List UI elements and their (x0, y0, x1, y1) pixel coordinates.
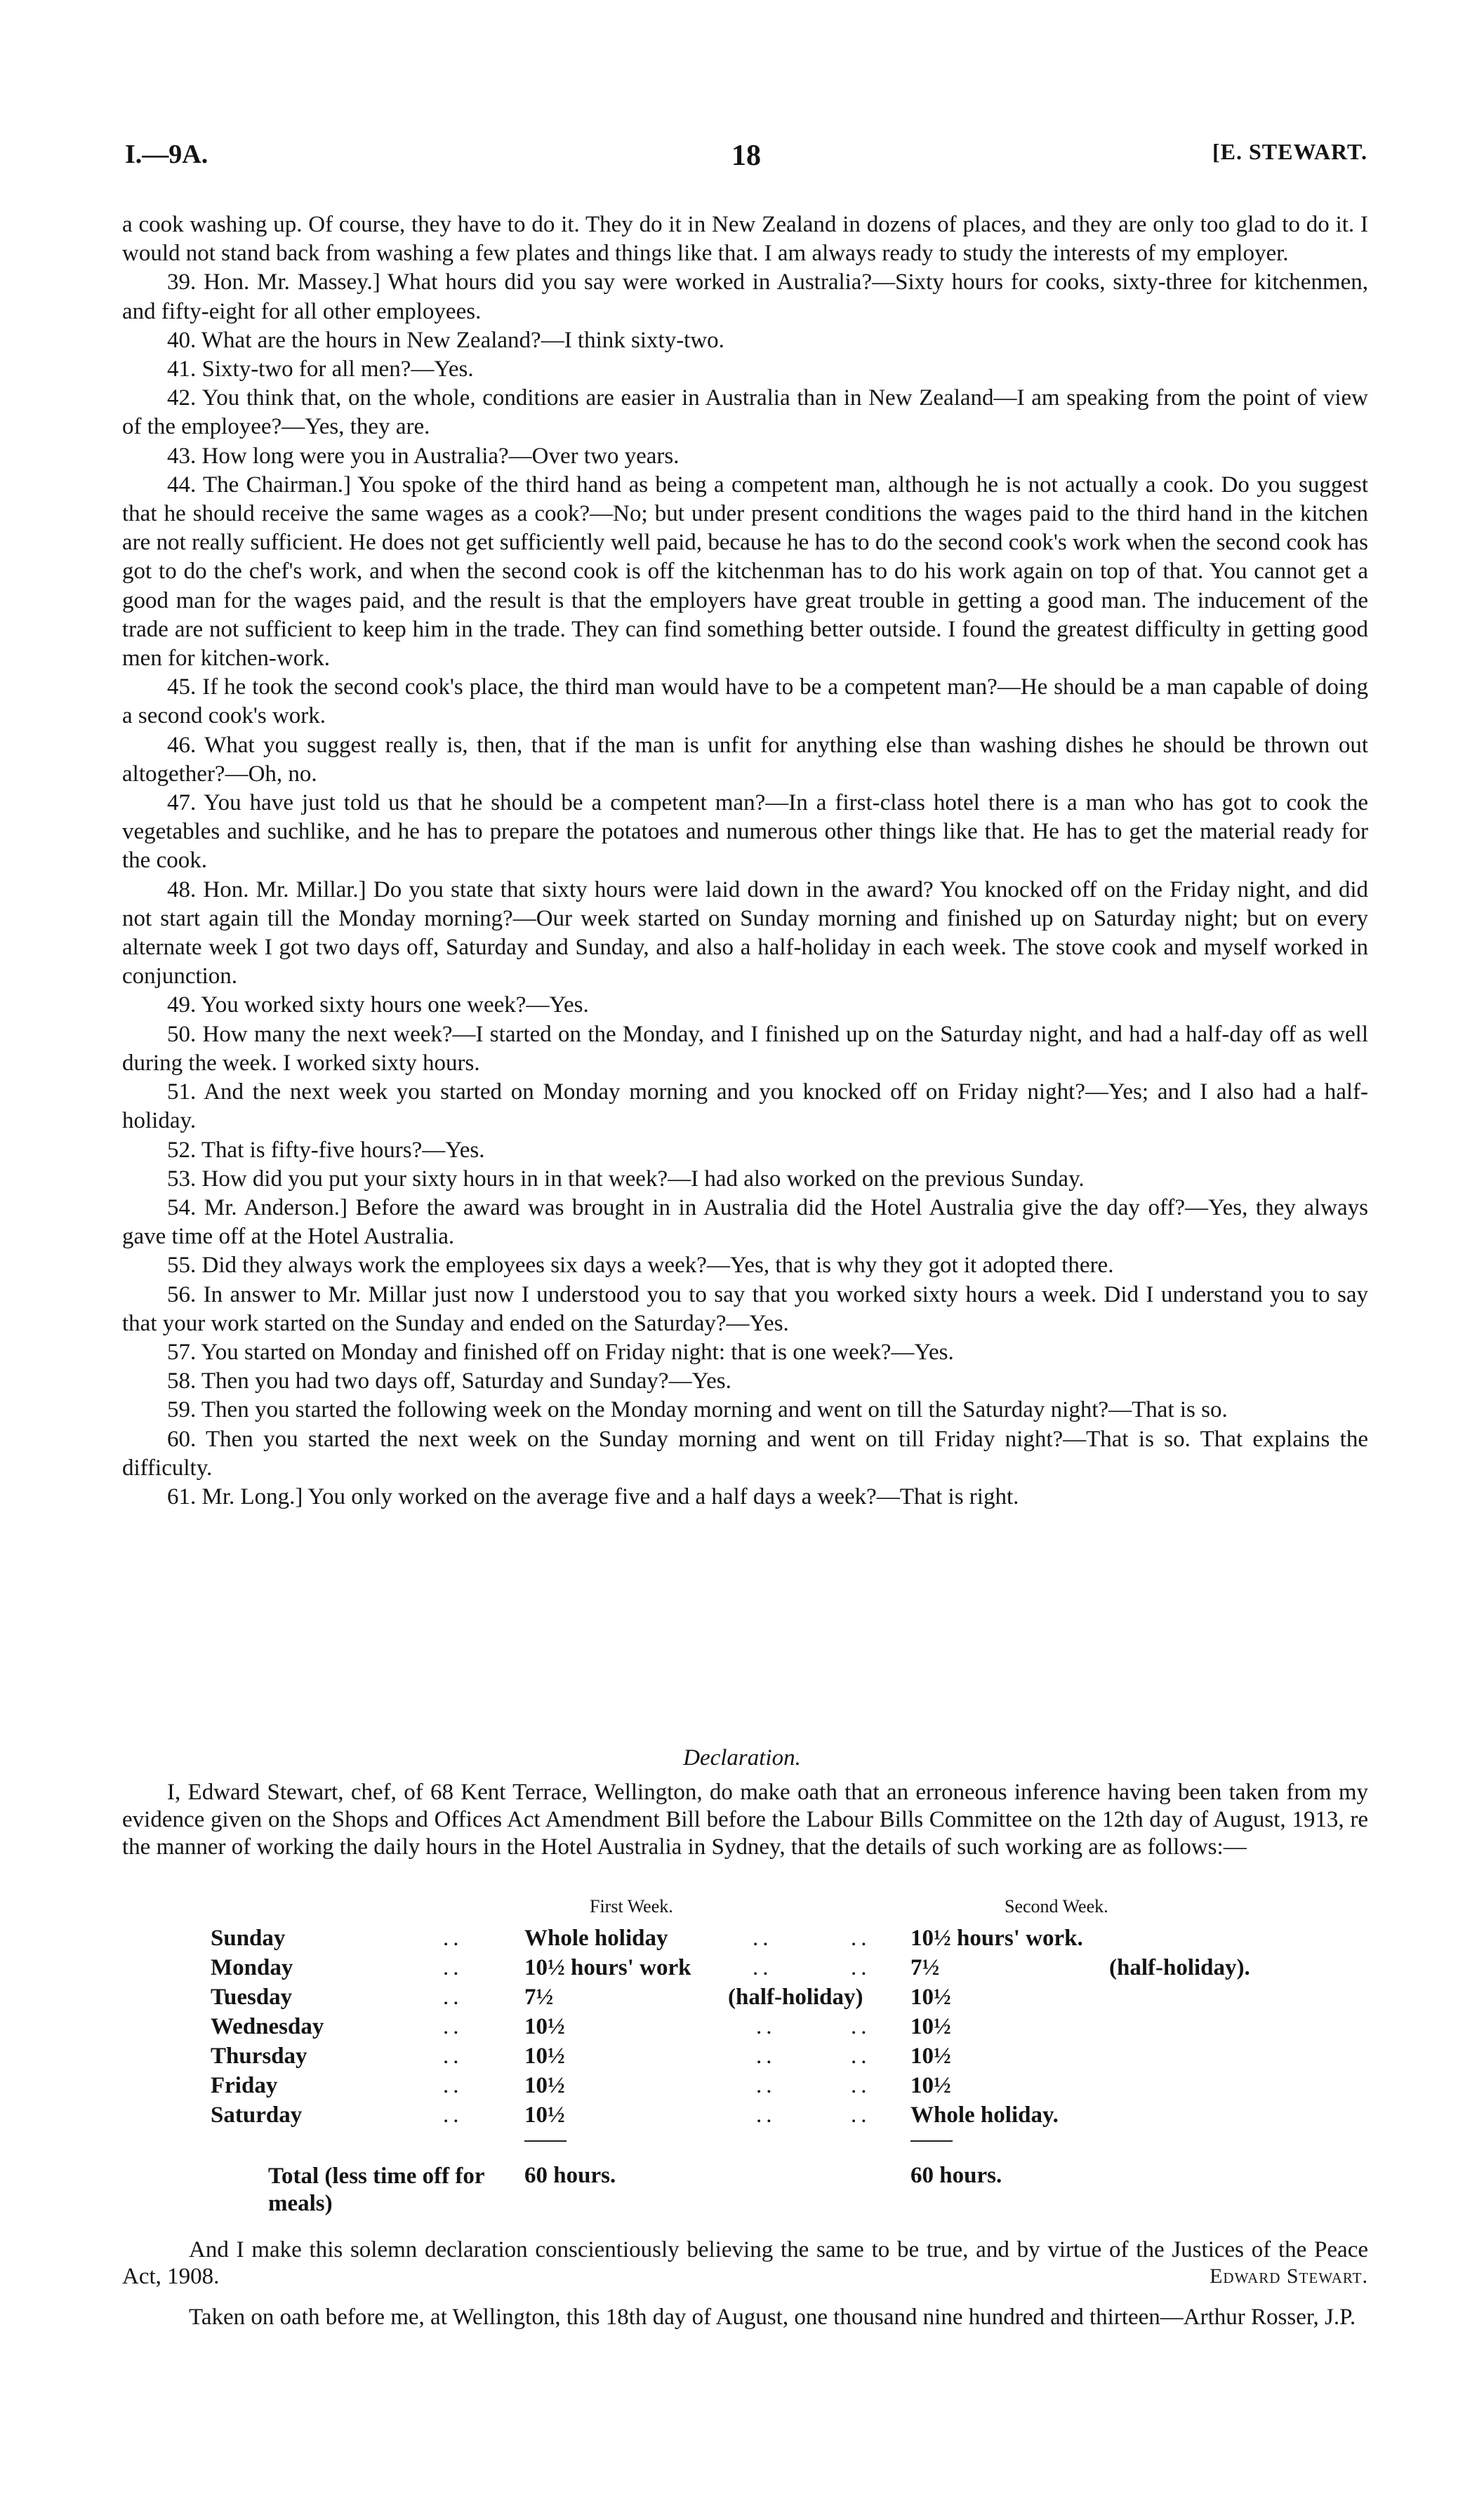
evidence-paragraph: 58. Then you had two days off, Saturday and Sunday?—Yes. (167, 1368, 731, 1394)
evidence-paragraph: 51. And the next week you started on Monday morning and you knocked off on Friday night?—Yes; and I also had a half-holiday. (122, 1079, 1368, 1134)
declaration-title: Declaration. (683, 1745, 801, 1771)
evidence-paragraph: 60. Then you started the next week on the Sunday morning and went on till Friday night?—That is so. That explains the difficulty. (122, 1426, 1368, 1481)
evidence-paragraph: 53. How did you put your sixty hours in in that week?—I had also worked on the previous Sunday. (167, 1166, 1085, 1192)
page-number: 18 (731, 140, 761, 172)
second-week-hours: 10½ (910, 2014, 951, 2039)
evidence-paragraph: 57. You started on Monday and finished off on Friday night: that is one week?—Yes. (167, 1339, 954, 1365)
first-week-hours: 10½ hours' work (524, 1955, 691, 1980)
schedule-day: Monday (211, 1955, 293, 1980)
leader-dots: .. (756, 2102, 776, 2128)
schedule-day: Thursday (211, 2044, 307, 2069)
schedule-day: Friday (211, 2073, 278, 2098)
leader-dots: .. (443, 2073, 463, 2098)
witness-name: [E. STEWART. (1212, 139, 1367, 164)
total-rule (524, 2140, 567, 2142)
leader-dots: .. (443, 1955, 463, 1980)
oath-statement (122, 2304, 1368, 2331)
leader-dots: .. (443, 2102, 463, 2128)
schedule-day: Tuesday (211, 1985, 293, 2010)
evidence-paragraph: 61. Mr. Long.] You only worked on the average five and a half days a week?—That is right. (167, 1484, 1019, 1509)
schedule-day: Wednesday (211, 2014, 324, 2039)
evidence-paragraph: 50. How many the next week?—I started on the Monday, and I finished up on the Saturday night, and had a half-day off as well during the week. I worked sixty hours. (122, 1021, 1368, 1076)
leader-dots: .. (756, 2014, 776, 2039)
schedule-day: Sunday (211, 1926, 286, 1951)
evidence-paragraph: 49. You worked sixty hours one week?—Yes. (167, 992, 589, 1018)
evidence-paragraph: 45. If he took the second cook's place, the third man would have to be a competent man?—He should be a man capable of doing a second cook's work. (122, 674, 1368, 729)
leader-dots: .. (851, 1926, 871, 1951)
leader-dots: .. (851, 2102, 871, 2128)
evidence-paragraph: 48. Hon. Mr. Millar.] Do you state that sixty hours were laid down in the award? You knocked off on the Friday night, and did not start again till the Monday morning?—Our week started on Sunday morning and finished up on Saturday night; but on every alternate week I got two days off, Saturday and Sunday, and also a half-holiday in each week. The stove cook and myself worked in conjunction. (122, 876, 1368, 989)
first-week-note: (half-holiday) (728, 1985, 863, 2010)
second-week-hours: 10½ (910, 1985, 951, 2010)
declaration-intro-text: I, Edward Stewart, chef, of 68 Kent Terrace, Wellington, do make oath that an erroneous inference having been taken from my evidence given on the Shops and Offices Act Amendment Bill before the Labour Bills Committee on the 12th day of August, 1913, re the manner of working the daily hours in the Hotel Australia in Sydney, that the details of such working are as follows:— (122, 1780, 1368, 1860)
leader-dots: .. (756, 2073, 776, 2098)
leader-dots: .. (443, 2014, 463, 2039)
second-week-hours: 10½ hours' work. (910, 1926, 1083, 1951)
evidence-paragraph: a cook washing up. Of course, they have to do it. They do it in New Zealand in dozens of places, and they are only too glad to do it. I would not stand back from washing a few plates and things like that. I am always ready to study the interests of my employer. (122, 212, 1368, 267)
second-week-hours: 10½ (910, 2044, 951, 2069)
leader-dots: .. (851, 2044, 871, 2069)
second-week-hours: 10½ (910, 2073, 951, 2098)
evidence-paragraph: 46. What you suggest really is, then, that if the man is unfit for anything else than washing dishes he should be thrown out altogether?—Oh, no. (122, 732, 1368, 787)
total-first-week: 60 hours. (524, 2163, 616, 2188)
evidence-paragraph: 44. The Chairman.] You spoke of the third hand as being a competent man, although he is not actually a cook. Do you suggest that he should receive the same wages as a cook?—No; but under present conditions the wages paid to the third hand in the kitchen are not really sufficient. He does not get sufficiently well paid, because he has to do the second cook's work when the second cook has got to do the chef's work, and when the second cook is off the kitchenman has to do his work again on top of that. You cannot get a good man for the wages paid, and the result is that the employers have great trouble in getting a good man. The inducement of the trade are not sufficient to keep him in the trade. They can find something better outside. I found the greatest difficulty in getting good men for kitchen-work. (122, 472, 1368, 672)
declaration-intro (122, 1779, 1368, 1861)
paper-reference: I.—9A. (125, 140, 208, 169)
evidence-text (122, 211, 1368, 1512)
evidence-paragraph: 54. Mr. Anderson.] Before the award was brought in in Australia did the Hotel Australia give the day off?—Yes, they always gave time off at the Hotel Australia. (122, 1194, 1368, 1250)
leader-dots: .. (756, 2044, 776, 2069)
first-week-hours: 10½ (524, 2014, 565, 2039)
closing-text: And I make this solemn declaration conscientiously believing the same to be true, and by virtue of the Justices of the Peace Act, 1908. (122, 2237, 1368, 2289)
total-label: Total (less time off for meals) (268, 2164, 484, 2216)
evidence-paragraph: 56. In answer to Mr. Millar just now I understood you to say that you worked sixty hours a week. Did I understand you to say that your work started on the Sunday and ended on the Saturday?—Yes. (122, 1281, 1368, 1336)
evidence-paragraph: 39. Hon. Mr. Massey.] What hours did you say were worked in Australia?—Sixty hours for cooks, sixty-three for kitchenmen, and fifty-eight for all other employees. (122, 269, 1368, 324)
first-week-hours: Whole holiday (524, 1926, 668, 1951)
evidence-paragraph: 43. How long were you in Australia?—Over two years. (167, 443, 680, 469)
closing-statement (122, 2236, 1368, 2290)
signature: Edward Stewart. (1210, 2265, 1368, 2288)
second-week-hours: Whole holiday. (910, 2102, 1059, 2128)
evidence-paragraph: 52. That is fifty-five hours?—Yes. (167, 1137, 485, 1163)
leader-dots: .. (443, 1926, 463, 1951)
first-week-hours: 10½ (524, 2102, 565, 2128)
leader-dots: .. (443, 2044, 463, 2069)
evidence-paragraph: 59. Then you started the following week on the Monday morning and went on till the Saturday night?—That is so. (167, 1397, 1228, 1423)
leader-dots: .. (443, 1985, 463, 2010)
evidence-paragraph: 42. You think that, on the whole, conditions are easier in Australia than in New Zealand—I am speaking from the point of view of the employee?—Yes, they are. (122, 385, 1368, 440)
evidence-paragraph: 41. Sixty-two for all men?—Yes. (167, 356, 474, 382)
first-week-hours: 10½ (524, 2073, 565, 2098)
leader-dots: .. (851, 2073, 871, 2098)
leader-dots: .. (851, 2014, 871, 2039)
leader-dots: .. (753, 1955, 773, 1980)
second-week-note: (half-holiday). (1109, 1955, 1250, 1980)
schedule-day: Saturday (211, 2102, 303, 2128)
total-second-week: 60 hours. (910, 2163, 1002, 2188)
evidence-paragraph: 55. Did they always work the employees six days a week?—Yes, that is why they got it adopted there. (167, 1253, 1114, 1279)
evidence-paragraph: 40. What are the hours in New Zealand?—I think sixty-two. (167, 327, 724, 353)
total-rule (910, 2140, 953, 2142)
second-week-hours: 7½ (910, 1955, 940, 1980)
second-week-header: Second Week. (1005, 1896, 1108, 1916)
leader-dots: .. (753, 1926, 773, 1951)
leader-dots: .. (851, 1955, 871, 1980)
page-header (125, 139, 1367, 181)
first-week-header: First Week. (590, 1896, 673, 1916)
evidence-paragraph: 47. You have just told us that he should be a competent man?—In a first-class hotel there is a man who has got to cook the vegetables and suchlike, and he has to prepare the potatoes and numerous other things like that. He has to get the material ready for the cook. (122, 790, 1368, 874)
oath-text: Taken on oath before me, at Wellington, this 18th day of August, one thousand nine hundred and thirteen—Arthur Rosser, J.P. (189, 2305, 1356, 2330)
first-week-hours: 10½ (524, 2044, 565, 2069)
first-week-hours: 7½ (524, 1985, 554, 2010)
